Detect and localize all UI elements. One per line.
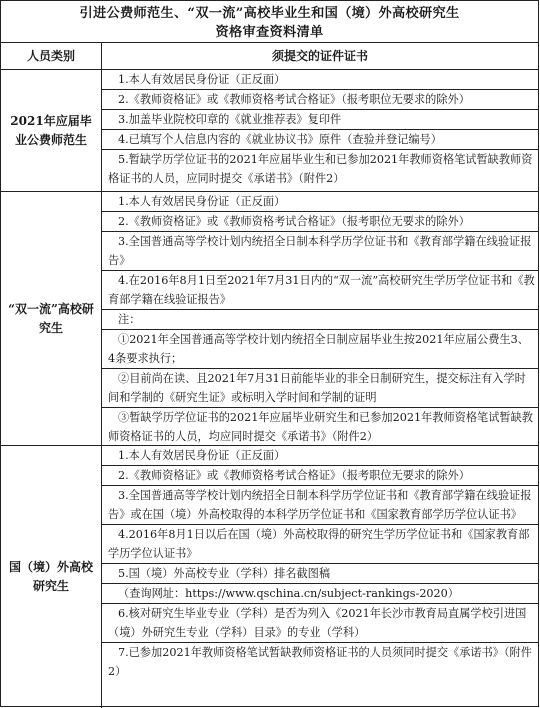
group-documents — [102, 192, 538, 445]
document-item: 3.全国普通高等学校计划内统招全日制本科学历学位证书和《教育部学籍在线验证报告》 — [102, 232, 538, 271]
header-category: 人员类别 — [1, 43, 102, 69]
document-item: 3.加盖毕业院校印章的《就业推荐表》复印件 — [102, 110, 538, 130]
document-item: 1.本人有效居民身份证（正反面） — [102, 192, 538, 212]
document-note: ②目前尚在读、且2021年7月31日前能毕业的非全日制研究生，提交标注有入学时间和学制的《研究生证》或标明入学时间和学制的证明 — [102, 369, 538, 408]
document-item: 3.全国普通高等学校计划内统招全日制本科学历学位证书和《教育部学籍在线验证报告》或在国（境）外高校取得的本科学历学位证书和《国家教育部学历学位认证书》 — [102, 486, 538, 525]
header-row — [1, 43, 538, 70]
document-note-label: 注： — [102, 310, 538, 330]
title-line-1: 引进公费师范生、“双一流”高校毕业生和国（境）外高校研究生 — [79, 6, 460, 21]
document-item: 4.已填写个人信息内容的《就业协议书》原件（查验并登记编号） — [102, 130, 538, 150]
group-row-overseas — [1, 446, 538, 708]
group-row-double-first-class — [1, 192, 538, 446]
group-category: 国（境）外高校研究生 — [1, 446, 102, 708]
document-item: 5.国（境）外高校专业（学科）排名截图稿 — [102, 564, 538, 584]
document-note: ①2021年全国普通高等学校计划内统招全日制应届毕业生按2021年应届公费生3、4条要求执行； — [102, 330, 538, 369]
table-title — [1, 1, 538, 43]
group-row-normal-graduates — [1, 70, 538, 192]
document-item: 1.本人有效居民身份证（正反面） — [102, 446, 538, 466]
document-item: 2.《教师资格证》或《教师资格考试合格证》（报考职位无要求的除外） — [102, 466, 538, 486]
document-item: 1.本人有效居民身份证（正反面） — [102, 70, 538, 90]
document-item: 2.《教师资格证》或《教师资格考试合格证》（报考职位无要求的除外） — [102, 90, 538, 110]
document-item: 4.2016年8月1日以后在国（境）外高校取得的研究生学历学位证书和《国家教育部学历学位认证书》 — [102, 525, 538, 564]
document-item: 7.已参加2021年教师资格笔试暂缺教师资格证书的人员须同时提交《承诺书》（附件2） — [108, 646, 532, 678]
document-note: ③暂缺学历学位证书的2021年应届毕业研究生和已参加2021年教师资格笔试暂缺教师资格证书的人员，均应同时提交《承诺书》（附件2） — [108, 411, 533, 443]
document-item: 6.核对研究生毕业专业（学科）是否为列入《2021年长沙市教育局直属学校引进国（境）外研究生专业（学科）目录》的专业（学科） — [102, 604, 538, 643]
document-item: 5.暂缺学历学位证书的2021年应届毕业生和已参加2021年教师资格笔试暂缺教师资格证书的人员，应同时提交《承诺书》（附件2） — [108, 153, 533, 185]
document-item-url: （查询网址：https://www.qschina.cn/subject-rankings-2020） — [102, 584, 538, 604]
document-item: 4.在2016年8月1日至2021年7月31日内的“双一流”高校研究生学历学位证书和《教育部学籍在线验证报告》 — [102, 271, 538, 310]
title-line-2: 资格审查资料清单 — [215, 25, 324, 40]
group-documents — [102, 70, 538, 191]
group-documents — [102, 446, 538, 708]
group-category: 2021年应届毕业公费师范生 — [1, 70, 102, 191]
header-documents: 须提交的证件证书 — [271, 48, 368, 63]
document-item: 2.《教师资格证》或《教师资格考试合格证》（报考职位无要求的除外） — [102, 212, 538, 232]
group-category: “双一流”高校研究生 — [1, 192, 102, 445]
